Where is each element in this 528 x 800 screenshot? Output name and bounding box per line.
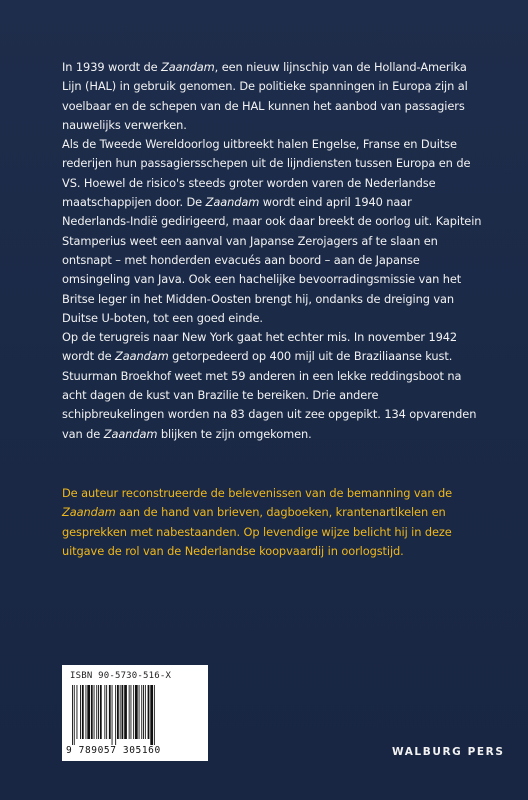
barcode-bar	[141, 685, 142, 739]
barcode-bar	[124, 685, 127, 739]
barcode-bar	[129, 685, 130, 739]
barcode-bar	[82, 685, 84, 739]
barcode-bar	[74, 685, 75, 745]
barcode-bar	[154, 685, 155, 745]
barcode-bar	[133, 685, 134, 739]
barcode-bar	[98, 685, 99, 739]
isbn-label: ISBN 90-5730-516-X	[70, 671, 172, 681]
barcode-bar	[139, 685, 140, 739]
barcode-bar	[135, 685, 138, 739]
barcode-bar	[77, 685, 78, 739]
barcode-bar	[117, 685, 119, 739]
barcode-bar	[148, 685, 150, 739]
barcode-bar	[115, 685, 116, 745]
author-note: De auteur reconstrueerde de belevenissen van de bemanning van de Zaandam aan de hand van brieven, dagboeken, krantenartikelen en gesprekken met nabestaanden. Op levendige wijze belicht hij in deze uitgave de rol van de Nederlandse koopvaardij in oorlogstijd.	[62, 486, 453, 558]
barcode-bar	[96, 685, 97, 739]
blurb-paragraph-3: Op de terugreis naar New York gaat het echter mis. In november 1942 wordt de Zaandam getorpedeerd op 400 mijl uit de Braziliaanse kust. Stuurman Broekhof weet met 59 anderen in een lekke reddingsboot na acht dagen de kust van Brazilie te bereiken. Drie andere schipbreukelingen worden na 83 dagen uit zee opgepikt. 134 opvarenden van de Zaandam blijken te zijn omgekomen.	[62, 330, 477, 441]
barcode-bar	[86, 685, 87, 739]
barcode-bar	[100, 685, 102, 739]
barcode-bar	[120, 685, 121, 739]
barcode-bar	[145, 685, 146, 739]
barcode-bar	[87, 685, 90, 739]
barcode-bar	[131, 685, 132, 739]
blurb-text	[62, 58, 482, 444]
barcode-bar	[122, 685, 124, 739]
barcode-bar	[104, 685, 105, 739]
barcode-bar	[109, 685, 111, 739]
publisher-name: WALBURG PERS	[392, 746, 505, 758]
barcode-bar	[143, 685, 144, 739]
blurb-paragraph-1: In 1939 wordt de Zaandam, een nieuw lijnschip van de Holland-Amerika Lijn (HAL) in gebruik genomen. De politieke spanningen in Europa zijn al voelbaar en de schepen van de HAL kunnen het aanbod van passagiers nauwelijks verwerken.	[62, 60, 468, 132]
ean-digits: 9 789057 305160	[66, 745, 161, 756]
barcode-bar	[112, 685, 113, 745]
barcode-bar	[106, 685, 107, 739]
barcode-bar	[150, 685, 153, 745]
isbn-barcode	[62, 665, 208, 761]
blurb-paragraph-2: Als de Tweede Wereldoorlog uitbreekt halen Engelse, Franse en Duitse rederijen hun passagiersschepen uit de lijndiensten tussen Europa en de VS. Hoewel de risico's steeds groter worden varen de Nederlandse maatschappijen door. De Zaandam wordt eind april 1940 naar Nederlands-Indië gedirigeerd, maar ook daar breekt de oorlog uit. Kapitein Stamperius weet een aanval van Japanse Zerojagers af te slaan en ontsnapt – met honderden evacués aan boord – aan de Japanse omsingeling van Java. Ook een hachelijke bevoorradingsmissie van het Britse leger in het Midden-Oosten brengt hij, ondanks de dreiging van Duitse U-boten, tot een goed einde.	[62, 137, 482, 325]
barcode-bar	[94, 685, 95, 739]
barcode-bars	[72, 685, 198, 745]
barcode-bar	[91, 685, 93, 739]
barcode-bar	[80, 685, 81, 739]
barcode-bar	[72, 685, 73, 745]
